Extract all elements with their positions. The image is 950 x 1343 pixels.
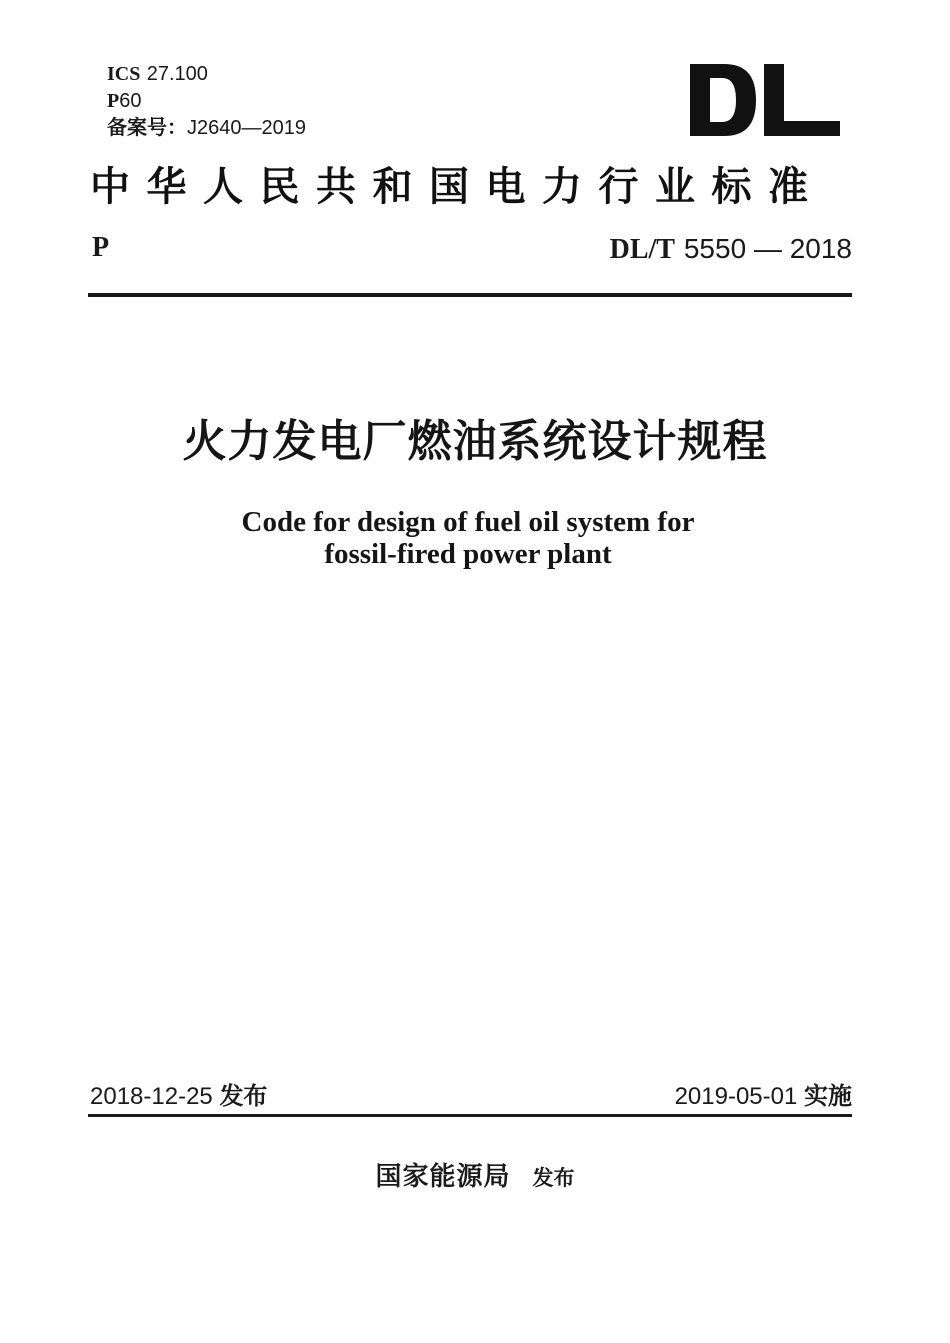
category-letter: P: [92, 232, 110, 263]
class-code: [107, 87, 306, 114]
effective-date: [675, 1079, 852, 1114]
document-title-en-line2: fossil-fired power plant: [324, 538, 612, 570]
effective-date-value: 2019-05-01: [674, 1083, 798, 1110]
classification-block: [107, 60, 306, 141]
standard-number: [610, 229, 852, 270]
ics-value: 27.100: [146, 63, 208, 85]
class-code-label: P: [107, 90, 120, 112]
publisher-line: [0, 1160, 950, 1195]
top-divider: [88, 293, 852, 297]
issue-date: [90, 1079, 267, 1114]
record-number: [107, 114, 306, 141]
standard-number-value: 5550 — 2018: [683, 233, 852, 264]
document-title-en-line1: Code for design of fuel oil system for: [241, 506, 695, 538]
class-code-value: 60: [119, 90, 142, 112]
document-title-en: [0, 506, 936, 570]
effective-date-label: 实施: [804, 1082, 852, 1110]
issue-date-label: 发布: [219, 1082, 268, 1110]
standard-category-title: 中华人民共和国电力行业标准: [90, 163, 825, 210]
dl-logo: [690, 64, 840, 136]
bottom-divider: [88, 1114, 852, 1117]
standard-number-prefix: DL/T: [609, 234, 675, 265]
publisher-name: 国家能源局: [375, 1162, 511, 1192]
publisher-action: 发布: [532, 1166, 575, 1190]
issue-date-value: 2018-12-25: [90, 1083, 213, 1110]
record-value: J2640—2019: [187, 117, 306, 139]
ics-label: ICS: [107, 63, 141, 85]
record-label: 备案号：: [107, 115, 187, 139]
ics-code: [107, 60, 306, 87]
document-title-zh: 火力发电厂燃油系统设计规程: [182, 416, 768, 467]
